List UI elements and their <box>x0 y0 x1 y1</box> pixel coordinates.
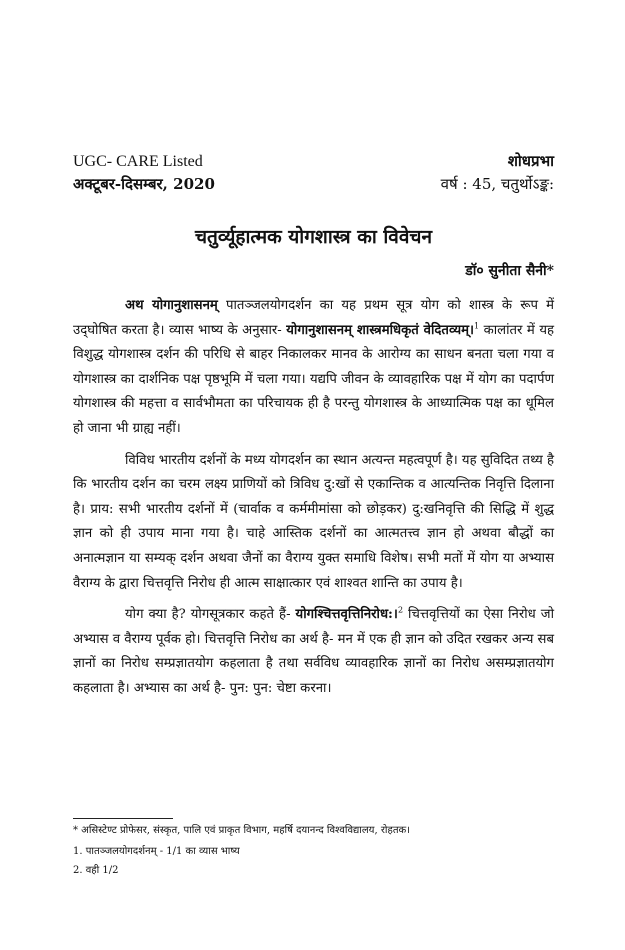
p3-text-1: योग क्या है? योगसूत्रकार कहते हैं- <box>125 607 296 623</box>
paragraph-3 <box>73 603 554 701</box>
issue-volume: वर्ष : 45, चतुर्थोऽङ्क: <box>440 175 554 193</box>
p1-bold-start: अथ योगानुशासनम् <box>125 298 218 313</box>
page-body <box>73 150 554 702</box>
p3-footnote-ref: 2 <box>397 605 404 615</box>
article-author: डॉ० सुनीता सैनी* <box>465 263 554 279</box>
header-row-2 <box>73 173 554 195</box>
p3-text-2: चित्तवृत्तियों का ऐसा निरोध जो अभ्यास व वैराग्य पूर्वक हो। चित्तवृत्ति निरोध का अर्थ है- मन में एक ही ज्ञान को उदित रखकर अन्य सब ज्ञानों का निरोध सम्प्रज्ञातयोग कहलाता है तथा सर्वविध व्यावहारिक ज्ञानों का निरोध असम्प्रज्ञातयोग कहलाता है। अभ्यास का अर्थ है- पुन: पुन: चेष्टा करना। <box>73 607 554 696</box>
p1-text-2: कालांतर में यह विशुद्ध योगशास्त्र दर्शन की परिधि से बाहर निकालकर मानव के आरोग्य का साधन बनता चला गया व योगशास्त्र का दार्शनिक पक्ष पृष्ठभूमि में चला गया। यद्यपि जीवन के व्यावहारिक पक्ष में योग का पदार्पण योगशास्त्र की महत्ता व सार्वभौमता का परिचायक ही है परन्तु योगशास्त्र के आध्यात्मिक पक्ष का धूमिल हो जाना भी ग्राह्य नहीं। <box>73 322 554 436</box>
footnote-1: 1. पातञ्जलयोगदर्शनम् - 1/1 का व्यास भाष्य <box>73 846 240 857</box>
footnote-2: 2. वही 1/2 <box>73 865 119 876</box>
issue-months: अक्टूबर-दिसम्बर, 2020 <box>73 175 215 193</box>
article-title: चतुर्व्यूहात्मक योगशास्त्र का विवेचन <box>194 226 433 248</box>
paragraph-1 <box>73 294 554 442</box>
p3-bold-quote: योगश्चित्तवृत्तिनिरोध:। <box>295 607 398 623</box>
paragraph-2: विविध भारतीय दर्शनों के मध्य योगदर्शन का स्थान अत्यन्त महत्वपूर्ण है। यह सुविदित तथ्य है कि भारतीय दर्शन का चरम लक्ष्य प्राणियों को त्रिविध दु:खों से एकान्तिक व आत्यन्तिक निवृत्ति दिलाना है। प्राय: सभी भारतीय दर्शनों में (चार्वाक व कर्ममीमांसा को छोड़कर) दु:खनिवृत्ति की सिद्धि में शुद्ध ज्ञान को ही उपाय माना गया है। चाहे आस्तिक दर्शनों का आत्मतत्त्व ज्ञान हो अथवा बौद्धों का अनात्मज्ञान या सम्यक् दर्शन अथवा जैनों का वैराग्य युक्त समाधि विशेष। सभी मतों में योग या अभ्यास वैराग्य के द्वारा चित्तवृत्ति निरोध ही आत्म साक्षात्कार एवं शाश्वत शान्ति का उपाय है। <box>73 452 555 591</box>
p1-text-1: पातञ्जलयोगदर्शन का यह प्रथम सूत्र योग को शास्त्र के रूप में उद्‌घोषित करता है। व्यास भाष्य के अनुसार- <box>73 298 554 338</box>
journal-listing: UGC- CARE Listed <box>73 153 203 170</box>
header-row-1 <box>73 150 554 173</box>
footnote-divider <box>73 818 173 819</box>
p1-bold-quote: योगानुशासनम् शास्त्रमधिकृतं वेदितव्यम्। <box>286 322 474 338</box>
p1-footnote-ref: 1 <box>474 321 480 331</box>
journal-name: शोधप्रभा <box>507 152 554 170</box>
footnote-author: * असिस्टेण्ट प्रोफेसर, संस्कृत, पालि एवं प्राकृत विभाग, महर्षि दयानन्द विश्वविद्यालय, रोहतक। <box>73 825 410 836</box>
